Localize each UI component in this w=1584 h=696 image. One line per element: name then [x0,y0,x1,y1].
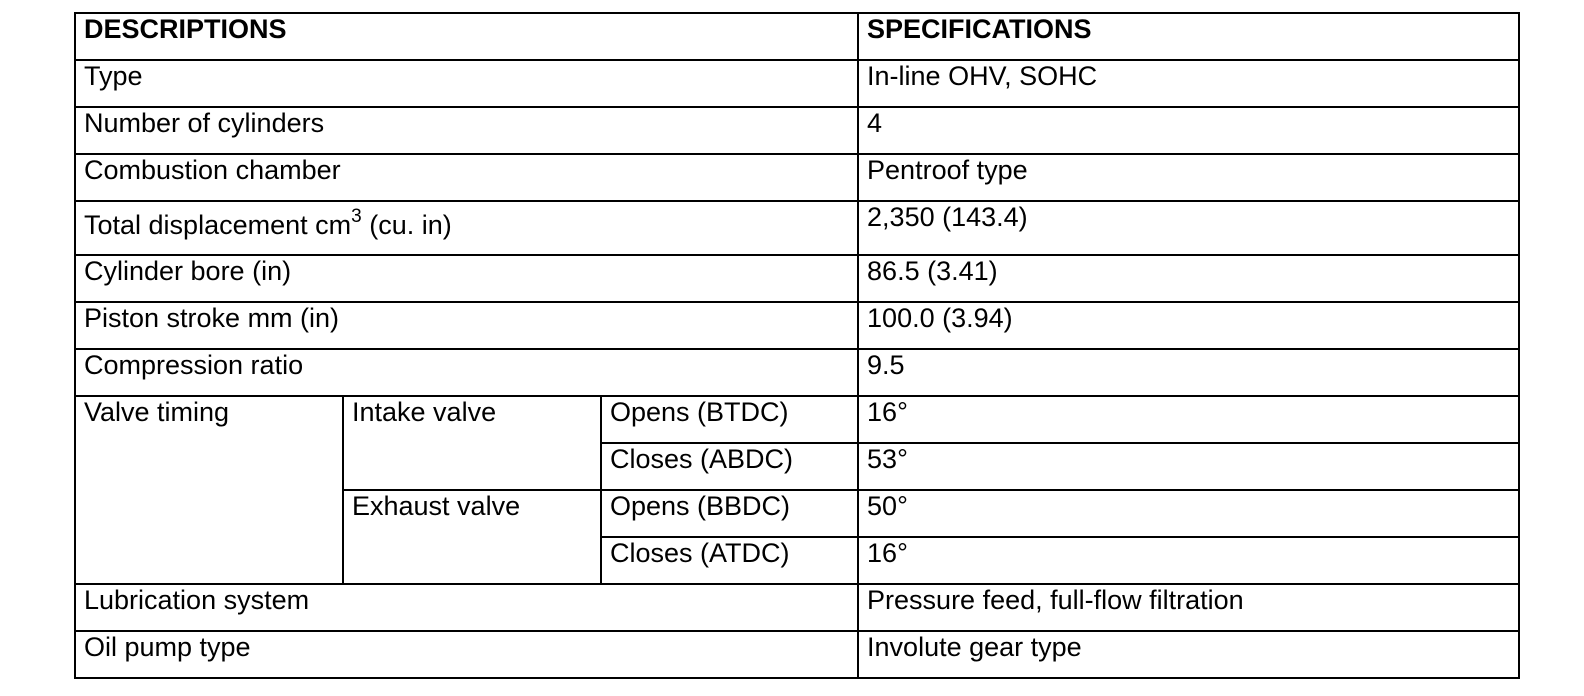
table-row [75,302,1519,349]
row-value: Pentroof type [858,154,1519,201]
displacement-unit: (cu. in) [361,210,452,240]
row-description: Compression ratio [75,349,858,396]
row-description: Lubrication system [75,584,858,631]
row-value: 86.5 (3.41) [858,255,1519,302]
intake-opens-label: Opens (BTDC) [601,396,858,443]
intake-closes-label: Closes (ABDC) [601,443,858,490]
row-value: 4 [858,107,1519,154]
row-description [75,201,858,255]
descriptions-header: DESCRIPTIONS [75,13,858,60]
row-value: Involute gear type [858,631,1519,678]
row-description: Type [75,60,858,107]
engine-specifications-table [74,12,1520,679]
row-value: 2,350 (143.4) [858,201,1519,255]
table-row [75,631,1519,678]
row-description: Cylinder bore (in) [75,255,858,302]
table-row [75,154,1519,201]
table-row [75,60,1519,107]
row-description: Oil pump type [75,631,858,678]
table-row [75,349,1519,396]
table-row [75,255,1519,302]
cubed-superscript: 3 [351,206,362,227]
intake-valve-label: Intake valve [343,396,601,490]
intake-opens-value: 16° [858,396,1519,443]
displacement-label: Total displacement cm [84,210,352,240]
table-row [75,584,1519,631]
exhaust-closes-value: 16° [858,537,1519,584]
table-row [75,396,1519,443]
exhaust-valve-label: Exhaust valve [343,490,601,584]
table-row [75,107,1519,154]
row-value: 100.0 (3.94) [858,302,1519,349]
row-description: Piston stroke mm (in) [75,302,858,349]
exhaust-closes-label: Closes (ATDC) [601,537,858,584]
valve-timing-label: Valve timing [75,396,343,584]
intake-closes-value: 53° [858,443,1519,490]
row-value: In-line OHV, SOHC [858,60,1519,107]
row-description: Combustion chamber [75,154,858,201]
table-row [75,201,1519,255]
specifications-header: SPECIFICATIONS [858,13,1519,60]
row-value: Pressure feed, full-flow filtration [858,584,1519,631]
table-header-row [75,13,1519,60]
row-description: Number of cylinders [75,107,858,154]
exhaust-opens-label: Opens (BBDC) [601,490,858,537]
row-value: 9.5 [858,349,1519,396]
exhaust-opens-value: 50° [858,490,1519,537]
